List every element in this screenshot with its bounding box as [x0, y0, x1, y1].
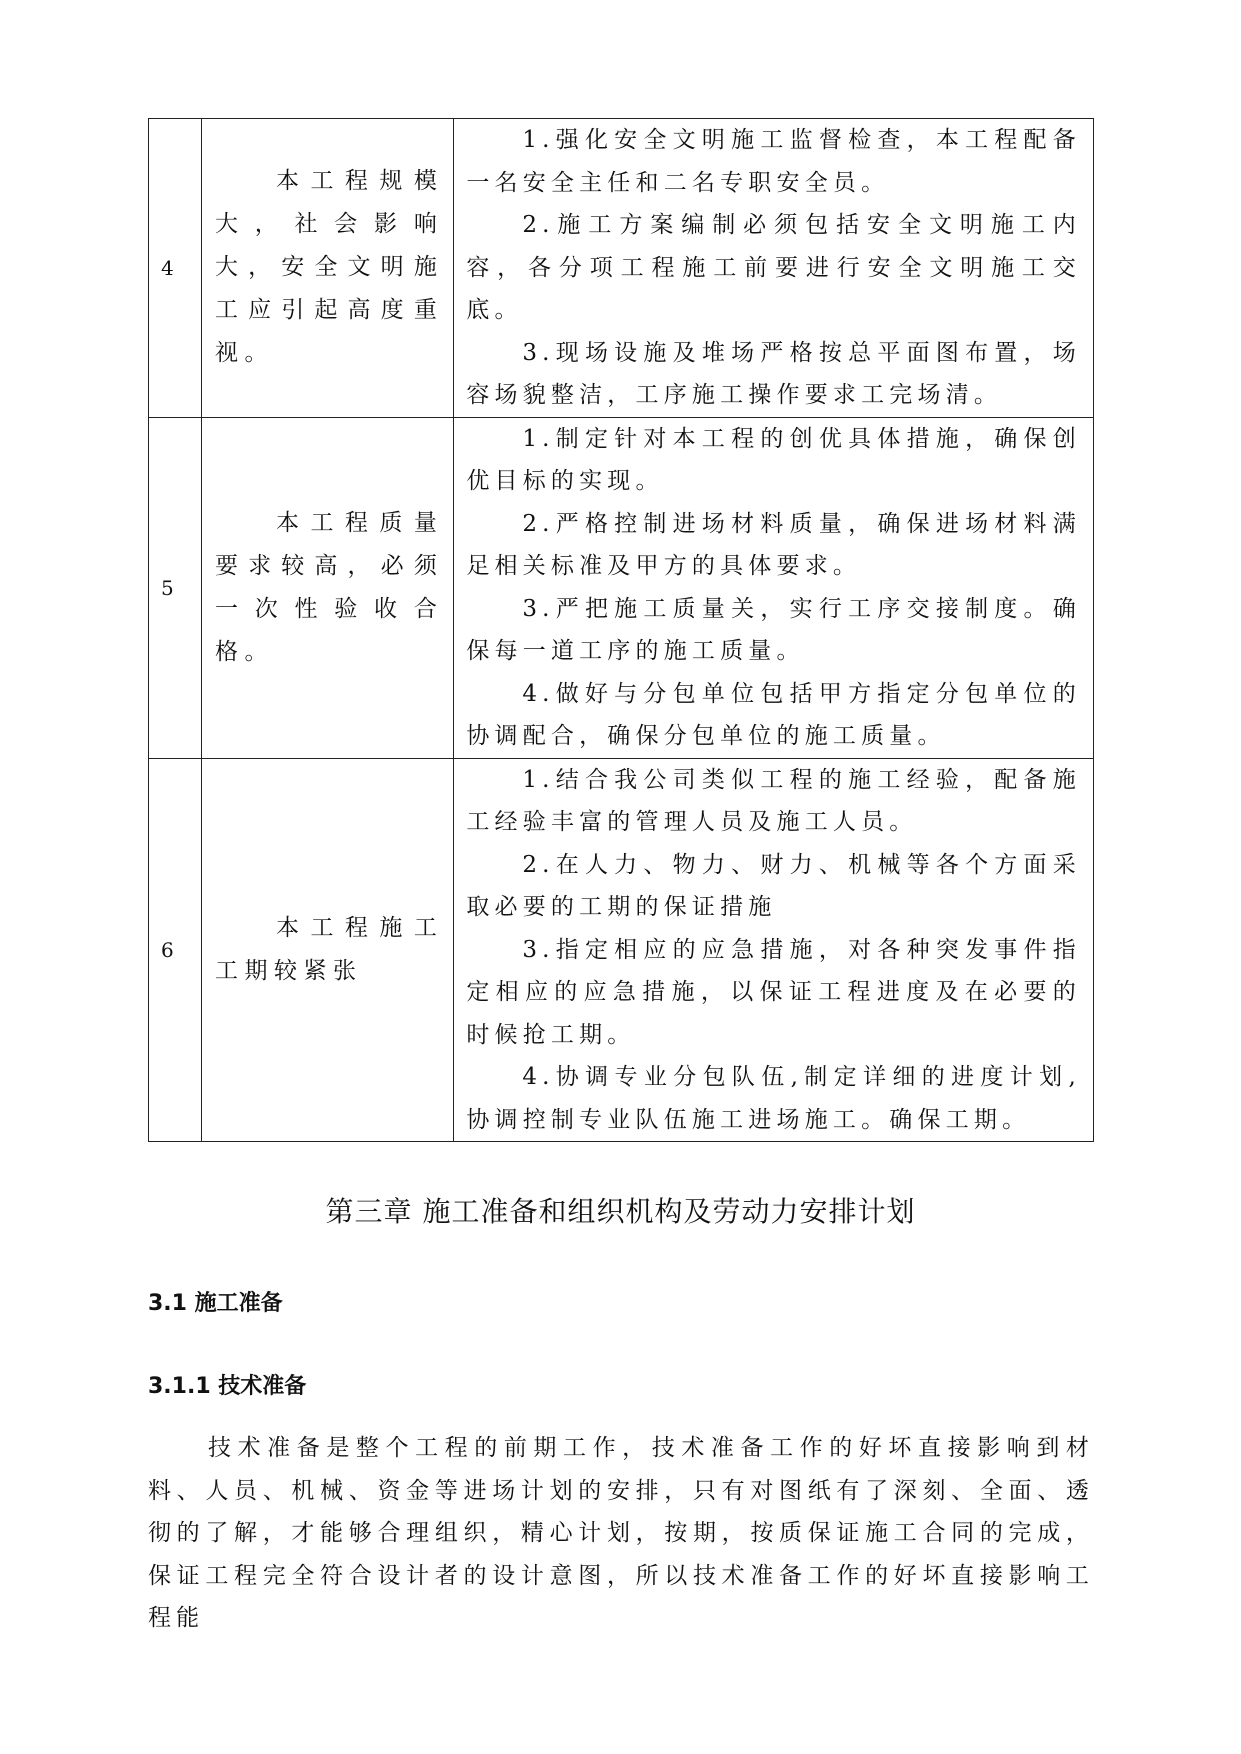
subsection-title: 3.1.1 技术准备: [148, 1374, 307, 1399]
measure-item: 4.做好与分包单位包括甲方指定分包单位的协调配合，确保分包单位的施工质量。: [466, 680, 1081, 749]
row-number: 6: [149, 758, 202, 1142]
table-row: [149, 758, 1094, 1142]
measure-item: 3.指定相应的应急措施，对各种突发事件指定相应的应急措施，以保证工程进度及在必要的时候抢工期。: [466, 936, 1081, 1048]
issue-text: 本工程规模大，社会影响大，安全文明施工应引起高度重视。: [215, 168, 444, 367]
measures-cell: [454, 119, 1094, 418]
issue-text: 本工程质量要求较高，必须一次性验收合格。: [215, 509, 444, 665]
body-paragraph: 技术准备是整个工程的前期工作，技术准备工作的好坏直接影响到材料、人员、机械、资金等进场计划的安排，只有对图纸有了深刻、全面、透彻的了解，才能够合理组织，精心计划，按期，按质保证施工合同的完成，保证工程完全符合设计者的设计意图，所以技术准备工作的好坏直接影响工程能: [148, 1435, 1094, 1631]
table-row: [149, 119, 1094, 418]
measure-item: 2.在人力、物力、财力、机械等各个方面采取必要的工期的保证措施: [466, 851, 1081, 920]
risk-measures-table: [148, 118, 1094, 1142]
row-number: 5: [149, 417, 202, 758]
measure-item: 4.协调专业分包队伍,制定详细的进度计划,协调控制专业队伍施工进场施工。确保工期。: [466, 1064, 1081, 1133]
measures-cell: [454, 758, 1094, 1142]
section-title: 3.1 施工准备: [148, 1291, 283, 1316]
issue-text: 本工程施工工期较紧张: [215, 914, 444, 984]
measure-item: 1.结合我公司类似工程的施工经验，配备施工经验丰富的管理人员及施工人员。: [466, 766, 1081, 835]
measure-item: 3.现场设施及堆场严格按总平面图布置，场容场貌整洁，工序施工操作要求工完场清。: [466, 339, 1081, 408]
table-row: [149, 417, 1094, 758]
row-number: 4: [149, 119, 202, 418]
measure-item: 1.制定针对本工程的创优具体措施，确保创优目标的实现。: [466, 425, 1081, 494]
measures-cell: [454, 417, 1094, 758]
issue-cell: [202, 417, 454, 758]
issue-cell: [202, 119, 454, 418]
measure-item: 2.严格控制进场材料质量，确保进场材料满足相关标准及甲方的具体要求。: [466, 510, 1081, 579]
issue-cell: [202, 758, 454, 1142]
measure-item: 1.强化安全文明施工监督检查，本工程配备一名安全主任和二名专职安全员。: [466, 127, 1081, 196]
measure-item: 3.严把施工质量关，实行工序交接制度。确保每一道工序的施工质量。: [466, 595, 1081, 664]
chapter-title: 第三章 施工准备和组织机构及劳动力安排计划: [325, 1195, 916, 1228]
measure-item: 2.施工方案编制必须包括安全文明施工内容，各分项工程施工前要进行安全文明施工交底。: [466, 212, 1081, 323]
